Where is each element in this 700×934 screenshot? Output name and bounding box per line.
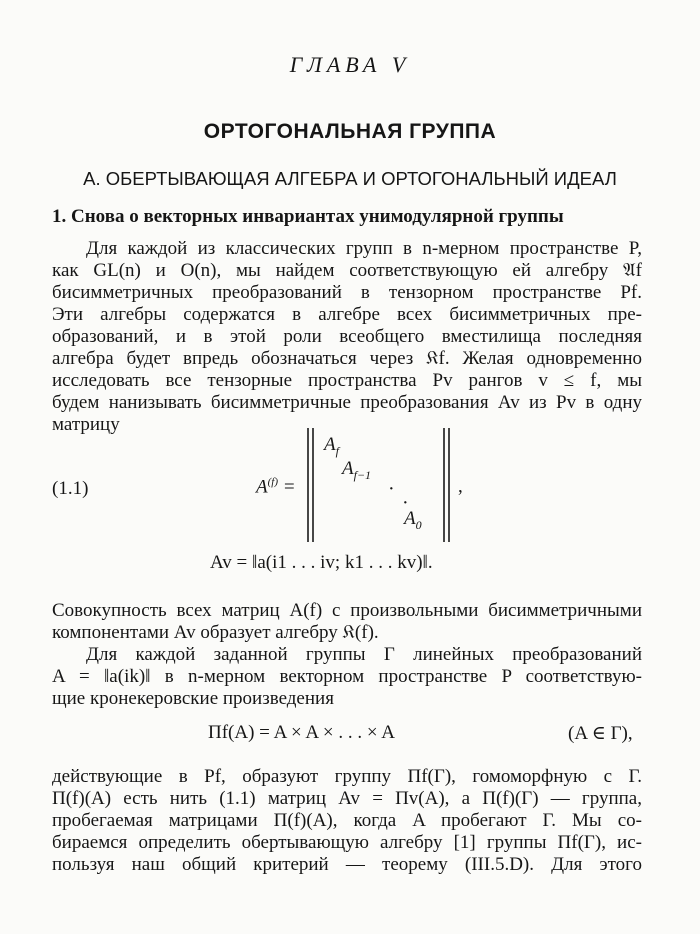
part-subtitle: А. ОБЕРТЫВАЮЩАЯ АЛГЕБРА И ОРТОГОНАЛЬНЫЙ ИДЕАЛ [83,168,617,189]
text-line: бираемся определить обертывающую алгебру [1] группы Πf(Γ), ис- [52,832,642,853]
text-line: Совокупность всех матриц A(f) с произвольными бисимметричными [52,600,642,621]
text-line: щие кронекеровские произведения [52,688,334,709]
section-heading: 1. Снова о векторных инвариантах унимодулярной группы [52,206,564,227]
equation-av: Av = ‖a(i1 . . . iv; k1 . . . kv)‖. [210,552,433,573]
text-line: бисимметричных преобразований в тензорном пространстве Pf. [52,282,642,303]
equation-kronecker-product: Πf(A) = A × A × . . . × A [208,722,395,743]
block-matrix [306,426,456,544]
text-line: компонентами Av образует алгебру 𝔎(f). [52,622,379,643]
matrix-comma: , [458,476,463,497]
matrix-lhs [256,476,296,498]
matrix-entry-a-0: $A_0$ [404,508,422,532]
text-line: пользуя наш общий критерий — теорему (III.5.D). Для этого [52,854,642,875]
text-line: исследовать все тензорные пространства Pv рангов v ≤ f, мы [52,370,642,391]
text-line: как GL(n) и O(n), мы найдем соответствующую ей алгебру 𝔄f [52,260,642,281]
matrix-lhs-base: A [256,476,268,498]
text-line: A = ‖a(ik)‖ в n-мерном векторном пространстве P соответствую- [52,666,642,687]
diagonal-dot: · [402,492,409,514]
equals-sign: = [282,476,296,498]
equation-condition: (A ∈ Γ), [568,723,633,744]
text-line: алгебра будет впредь обозначаться через 𝔎f. Желая одновременно [52,348,642,369]
matrix-entry-a-f: $A_f$ [324,434,339,458]
equation-number: (1.1) [52,478,89,499]
text-line: образований, и в этой роли всеобщего вместилища последняя [52,326,642,347]
text-line: действующие в Pf, образуют группу Πf(Γ), гомоморфную с Γ. [52,766,642,787]
paragraph-algebra [52,600,642,710]
matrix-entry-a-f-minus-1: $A_{f-1}$ [342,458,372,482]
matrix-lhs-superscript: (f) [267,476,278,488]
paragraph-intro [52,238,642,436]
text-line: Для каждой из классических групп в n-мерном пространстве P, [86,238,642,259]
text-line: Эти алгебры содержатся в алгебре всех бисимметричных пре- [52,304,642,325]
diagonal-dot: · [388,478,395,500]
text-line: пробегаемая матрицами Π(f)(A), когда A пробегают Γ. Мы со- [52,810,642,831]
paragraph-group [52,766,642,876]
text-line: Для каждой заданной группы Γ линейных преобразований [86,644,642,665]
chapter-title: ОРТОГОНАЛЬНАЯ ГРУППА [203,120,497,143]
text-line: матрицу [52,414,120,435]
text-line: Π(f)(A) есть нить (1.1) матриц Av = Πv(A), а Π(f)(Γ) — группа, [52,788,642,809]
text-line: будем нанизывать бисимметричные преобразования Av из Pv в одну [52,392,642,413]
chapter-heading: ГЛАВА V [289,52,411,77]
